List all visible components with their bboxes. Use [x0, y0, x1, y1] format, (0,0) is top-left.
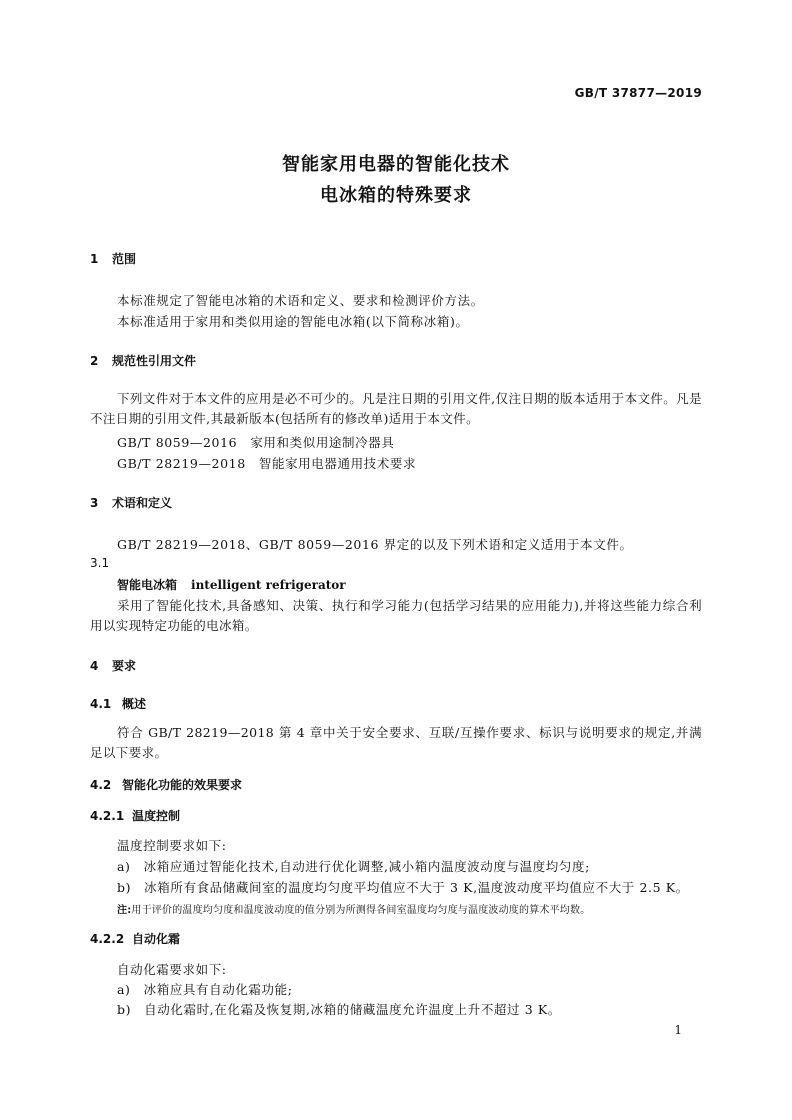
section-number: 4.1 [90, 697, 112, 711]
section-title: 规范性引用文件 [112, 354, 197, 368]
section-title: 术语和定义 [112, 496, 173, 510]
document-title-line1: 智能家用电器的智能化技术 [282, 154, 510, 175]
list-item: b) 自动化霜时,在化霜及恢复期,冰箱的储藏温度允许温度上升不超过 3 K。 [117, 1002, 561, 1017]
subsection-4-2-2-heading [90, 930, 180, 947]
document-title-line2: 电冰箱的特殊要求 [320, 185, 472, 206]
subsection-4-1-heading [90, 695, 146, 712]
term-number: 3.1 [90, 556, 110, 570]
section-number: 2 [90, 354, 99, 368]
paragraph: 温度控制要求如下: [117, 838, 227, 853]
standard-number: GB/T 37877—2019 [574, 86, 702, 100]
section-title: 概述 [122, 697, 147, 711]
section-number: 4 [90, 659, 99, 673]
section-number: 1 [90, 252, 99, 266]
list-item: a) 冰箱应通过智能化技术,自动进行优化调整,减小箱内温度波动度与温度均匀度; [117, 859, 590, 874]
section-title: 范围 [112, 252, 137, 266]
normative-reference: GB/T 28219—2018 智能家用电器通用技术要求 [117, 456, 417, 471]
paragraph: 下列文件对于本文件的应用是必不可少的。凡是注日期的引用文件,仅注日期的版本适用于本文件。凡是不注日期的引用文件,其最新版本(包括所有的修改单)适用于本文件。 [90, 391, 702, 426]
note [117, 901, 590, 916]
section-title: 自动化霜 [132, 932, 181, 946]
section-3-heading [90, 494, 172, 511]
section-title: 温度控制 [132, 809, 181, 823]
paragraph: 符合 GB/T 28219—2018 第 4 章中关于安全要求、互联/互操作要求、标识与说明要求的规定,并满足以下要求。 [90, 725, 702, 760]
subsection-4-2-heading [90, 776, 242, 793]
section-title: 要求 [112, 659, 137, 673]
section-1-heading [90, 250, 136, 267]
paragraph: GB/T 28219—2018、GB/T 8059—2016 界定的以及下列术语和定义适用于本文件。 [117, 537, 633, 552]
term-definition: 采用了智能化技术,具备感知、决策、执行和学习能力(包括学习结果的应用能力),并将这些能力综合利用以实现特定功能的电冰箱。 [90, 598, 702, 633]
section-number: 4.2 [90, 778, 112, 792]
section-4-heading [90, 657, 136, 674]
list-item: b) 冰箱所有食品储藏间室的温度均匀度平均值应不大于 3 K,温度波动度平均值应不大于 2.5 K。 [117, 880, 689, 895]
section-number: 4.2.1 [90, 809, 125, 823]
normative-reference: GB/T 8059—2016 家用和类似用途制冷器具 [117, 435, 395, 450]
page-number: 1 [674, 1023, 682, 1037]
list-item: a) 冰箱应具有自动化霜功能; [117, 982, 293, 997]
section-title: 智能化功能的效果要求 [122, 778, 243, 792]
paragraph: 自动化霜要求如下: [117, 962, 227, 977]
paragraph: 本标准规定了智能电冰箱的术语和定义、要求和检测评价方法。 [117, 293, 484, 308]
term-entry [117, 576, 346, 593]
note-text: 用于评价的温度均匀度和温度波动度的值分别为所测得各间室温度均匀度与温度波动度的算术平均数。 [131, 905, 591, 916]
term-english: intelligent refrigerator [191, 578, 346, 592]
note-label: 注: [117, 905, 132, 916]
section-2-heading [90, 352, 196, 369]
term-chinese: 智能电冰箱 [117, 578, 178, 592]
paragraph: 本标准适用于家用和类似用途的智能电冰箱(以下简称冰箱)。 [117, 314, 469, 329]
subsection-4-2-1-heading [90, 807, 180, 824]
section-number: 3 [90, 496, 99, 510]
section-number: 4.2.2 [90, 932, 125, 946]
